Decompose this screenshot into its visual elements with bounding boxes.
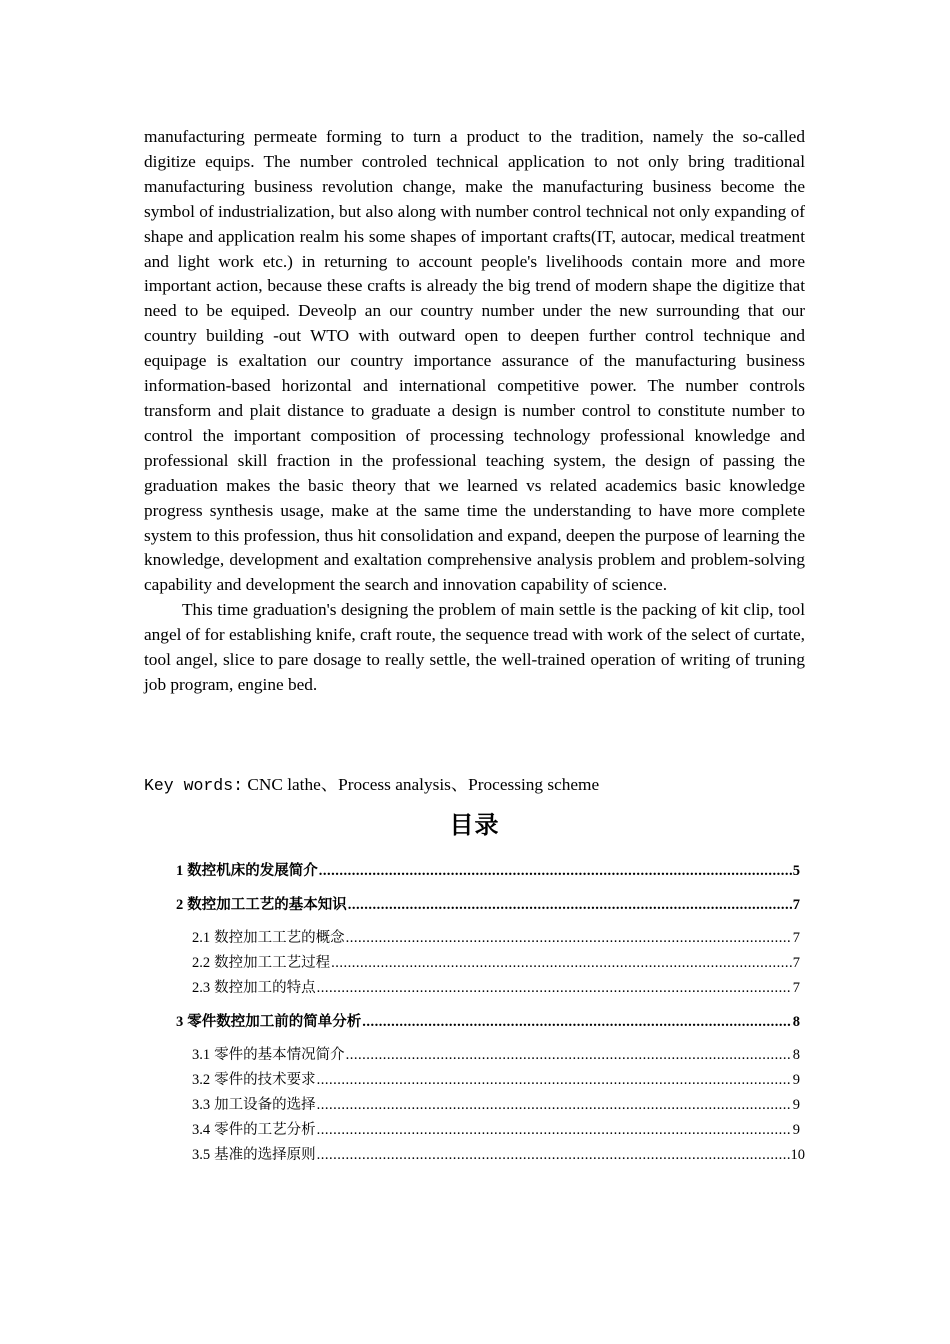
toc-leader-dots — [319, 862, 792, 880]
toc-entry[interactable] — [144, 1071, 805, 1089]
toc-entry-number: 1 — [176, 862, 184, 879]
toc-leader-dots — [348, 896, 792, 914]
toc-entry-number: 3.3 — [192, 1096, 211, 1113]
toc-entry-title: 数控加工的特点 — [214, 979, 316, 996]
toc-entry-title: 数控加工工艺的概念 — [214, 929, 345, 946]
toc-entry-number: 3.5 — [192, 1146, 211, 1163]
toc-entry-number: 2.3 — [192, 979, 211, 996]
toc-entry-page: 5 — [792, 862, 800, 879]
abstract-paragraph-1: manufacturing permeate forming to turn a product to the tradition, namely the so-called digitize equips. The number controled technical application to not only bring traditional manufacturing business revolution change, make the manufacturing business become the symbol of industrialization, but also along with number control technical not only expanding of shape and application realm his some shapes of important crafts(IT, autocar, medical treatment and light work etc.) in returning to account people's livelihoods contain more and more important action, because these crafts is already the big trend of modern shape the digitize that need to be equiped. Deveolp an our country number under the new surrounding that our country building -out WTO with outward open to deepen further control technique and equipage is exaltation our country importance assurance of the manufacturing business information-based horizontal and international competitive power. The number controls transform and plait distance to graduate a design is number control to constitute number to control the important composition of processing technology professional knowledge and professional skill fraction in the professional teaching system, the design of passing the graduation makes the basic theory that we learned vs related academics basic knowledge progress synthesis usage, make at the same time the understanding to have more complete system to this profession, thus hit consolidation and expand, deepen the purpose of learning the knowledge, development and exaltation comprehensive analysis problem and problem-solving capability and development the search and innovation capability of science. — [144, 127, 805, 595]
toc-entry-number: 3.2 — [192, 1071, 211, 1088]
toc-leader-dots — [331, 954, 792, 972]
toc-title: 目录 — [449, 810, 500, 839]
toc-entry-number: 3 — [176, 1013, 184, 1030]
toc-entry-page: 7 — [792, 929, 800, 946]
toc-entry-page: 9 — [792, 1121, 800, 1138]
toc-leader-dots — [317, 1071, 792, 1089]
toc-entry[interactable] — [144, 929, 805, 947]
toc-entry[interactable] — [144, 896, 805, 914]
toc-entry-title: 零件数控加工前的简单分析 — [187, 1013, 362, 1030]
toc-entry-number: 2.2 — [192, 954, 211, 971]
toc-leader-dots — [317, 1121, 792, 1139]
toc-leader-dots — [317, 979, 792, 997]
toc-entry[interactable] — [144, 1013, 805, 1031]
toc-entry-page: 8 — [792, 1013, 800, 1030]
toc-entry-title: 数控机床的发展简介 — [187, 862, 318, 879]
toc-entry-title: 零件的基本情况简介 — [214, 1046, 345, 1063]
toc-entry[interactable] — [144, 979, 805, 997]
document-page — [144, 125, 805, 1164]
toc-entry-number: 2 — [176, 896, 184, 913]
toc-entry[interactable] — [144, 1146, 805, 1164]
toc-entry-title: 零件的技术要求 — [214, 1071, 316, 1088]
toc-entry-page: 8 — [792, 1046, 800, 1063]
toc-entry[interactable] — [144, 954, 805, 972]
toc-entry-number: 3.1 — [192, 1046, 211, 1063]
toc-entry-page: 9 — [792, 1096, 800, 1113]
toc-entry[interactable] — [144, 1121, 805, 1139]
toc-leader-dots — [362, 1013, 792, 1031]
toc-entry-page: 7 — [792, 896, 800, 913]
toc-entry-number: 3.4 — [192, 1121, 211, 1138]
toc-entry[interactable] — [144, 1046, 805, 1064]
toc-leader-dots — [346, 929, 792, 947]
toc-entry-page: 9 — [792, 1071, 800, 1088]
toc-entry-title: 数控加工工艺的基本知识 — [187, 896, 347, 913]
table-of-contents — [144, 862, 805, 1164]
toc-entry-page: 7 — [792, 979, 800, 996]
toc-entry-title: 数控加工工艺过程 — [214, 954, 331, 971]
toc-leader-dots — [317, 1096, 792, 1114]
toc-leader-dots — [346, 1046, 792, 1064]
keywords-value: CNC lathe、Process analysis、Processing scheme — [247, 774, 600, 794]
toc-entry-title: 基准的选择原则 — [214, 1146, 316, 1163]
toc-entry-page: 10 — [790, 1146, 805, 1163]
toc-entry-title: 零件的工艺分析 — [214, 1121, 316, 1138]
keywords-line — [144, 773, 805, 798]
toc-entry-page: 7 — [792, 954, 800, 971]
toc-entry-number: 2.1 — [192, 929, 211, 946]
toc-entry[interactable] — [144, 862, 805, 880]
abstract-paragraph-2: This time graduation's designing the problem of main settle is the packing of kit clip, tool angel of for establishing knife, craft route, the sequence tread with work of the select of curtate, tool angel, slice to pare dosage to really settle, the well-trained operation of writing of truning job program, engine bed. — [144, 600, 805, 694]
toc-entry-title: 加工设备的选择 — [214, 1096, 316, 1113]
toc-leader-dots — [317, 1146, 790, 1164]
toc-entry[interactable] — [144, 1096, 805, 1114]
keywords-label: Key words: — [144, 775, 244, 795]
